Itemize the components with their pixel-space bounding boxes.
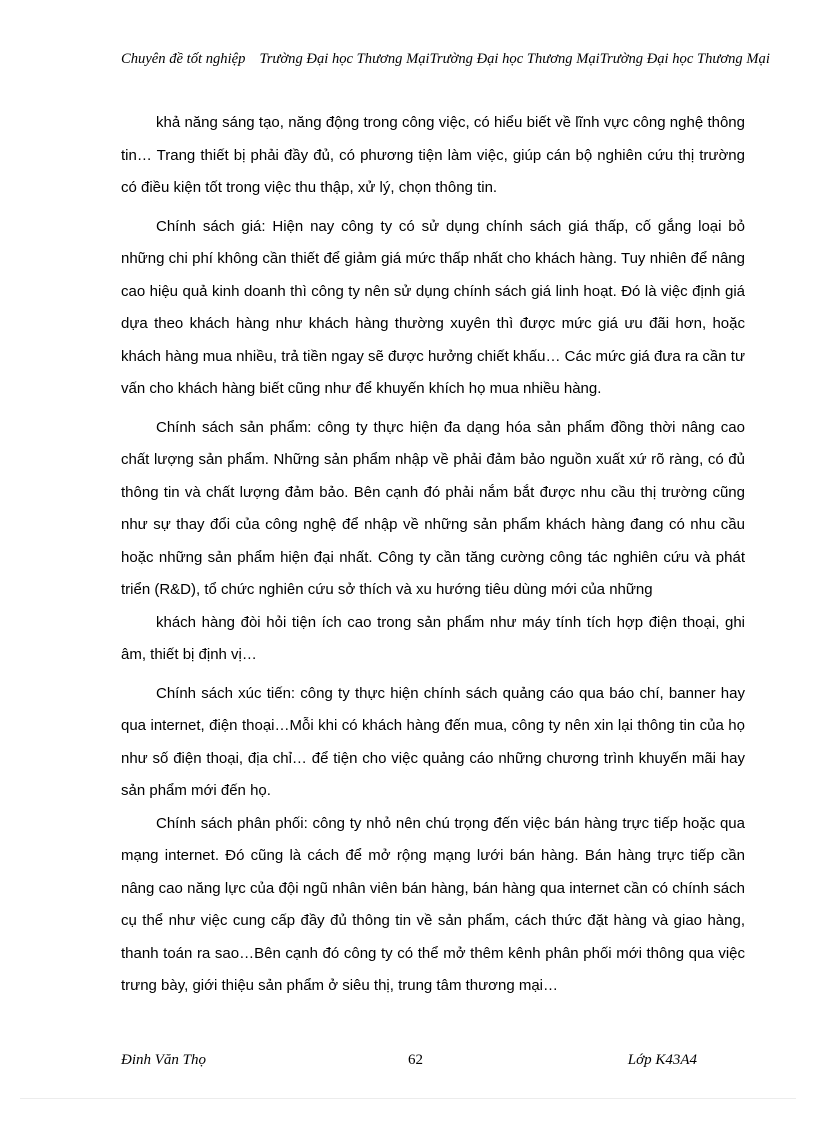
footer-page-number: 62 bbox=[408, 1052, 423, 1068]
paragraph-product-policy: Chính sách sản phẩm: công ty thực hiện đa dạng hóa sản phẩm đồng thời nâng cao chất lượng sản phẩm. Những sản phẩm nhập về phải đảm bảo nguồn xuất xứ rõ ràng, có đủ thông tin và chất lượng đảm bảo. Bên cạnh đó phải nắm bắt được nhu cầu thị trường cũng như sự thay đổi của công nghệ để nhập về những sản phẩm khách hàng đang có nhu cầu hoặc những sản phẩm hiện đại nhất. Công ty cần tăng cường công tác nghiên cứu và phát triển (R&D), tổ chức nghiên cứu sở thích và xu hướng tiêu dùng mới của những bbox=[121, 418, 745, 598]
page-footer bbox=[121, 1052, 697, 1076]
paragraph-distribution-policy: Chính sách phân phối: công ty nhỏ nên chú trọng đến việc bán hàng trực tiếp hoặc qua mạng internet. Đó cũng là cách để mở rộng mạng lưới bán hàng. Bán hàng trực tiếp cần nâng cao năng lực của đội ngũ nhân viên bán hàng, bán hàng qua internet cần có chính sách cụ thể như việc cung cấp đầy đủ thông tin về sản phẩm, cách thức đặt hàng và giao hàng, thanh toán ra sao…Bên cạnh đó công ty có thể mở thêm kênh phân phối mới thông qua việc trưng bày, giới thiệu sản phẩm ở siêu thị, trung tâm thương mại… bbox=[121, 814, 745, 994]
header-university: Trường Đại học Thương MạiTrường Đại học Thương MạiTrường Đại học Thương Mại bbox=[259, 51, 770, 67]
paragraph-product-policy-continued: khách hàng đòi hỏi tiện ích cao trong sản phẩm như máy tính tích hợp điện thoại, ghi âm, thiết bị định vị… bbox=[121, 613, 745, 663]
header-document-type: Chuyên đề tốt nghiệp bbox=[121, 51, 246, 67]
paragraph-research-continuation: khả năng sáng tạo, năng động trong công việc, có hiểu biết về lĩnh vực công nghệ thông tin… Trang thiết bị phải đầy đủ, có phương tiện làm việc, giúp cán bộ nghiên cứu thị trường có điều kiện tốt trong việc thu thập, xử lý, chọn thông tin. bbox=[121, 114, 745, 196]
paragraph-promotion-policy: Chính sách xúc tiến: công ty thực hiện chính sách quảng cáo qua báo chí, banner hay qua internet, điện thoại…Mỗi khi có khách hàng đến mua, công ty nên xin lại thông tin của họ như số điện thoại, địa chỉ… để tiện cho việc quảng cáo những chương trình khuyến mãi hay sản phẩm mới đến họ. bbox=[121, 684, 745, 799]
footer-author: Đinh Văn Thọ bbox=[121, 1052, 207, 1068]
page-header bbox=[121, 51, 816, 75]
footer-class: Lớp K43A4 bbox=[627, 1052, 697, 1068]
bottom-divider bbox=[20, 1098, 796, 1099]
page-body bbox=[121, 107, 745, 1003]
paragraph-price-policy: Chính sách giá: Hiện nay công ty có sử dụng chính sách giá thấp, cố gắng loại bỏ những chi phí không cần thiết để giảm giá mức thấp nhất cho khách hàng. Tuy nhiên để nâng cao hiệu quả kinh doanh thì công ty nên sử dụng chính sách giá linh hoạt. Đó là việc định giá dựa theo khách hàng như khách hàng thường xuyên thì được mức giá ưu đãi hơn, hoặc khách hàng mua nhiều, trả tiền ngay sẽ được hưởng chiết khấu… Các mức giá đưa ra cần tư vấn cho khách hàng biết cũng như để khuyến khích họ mua nhiều hàng. bbox=[121, 217, 745, 397]
